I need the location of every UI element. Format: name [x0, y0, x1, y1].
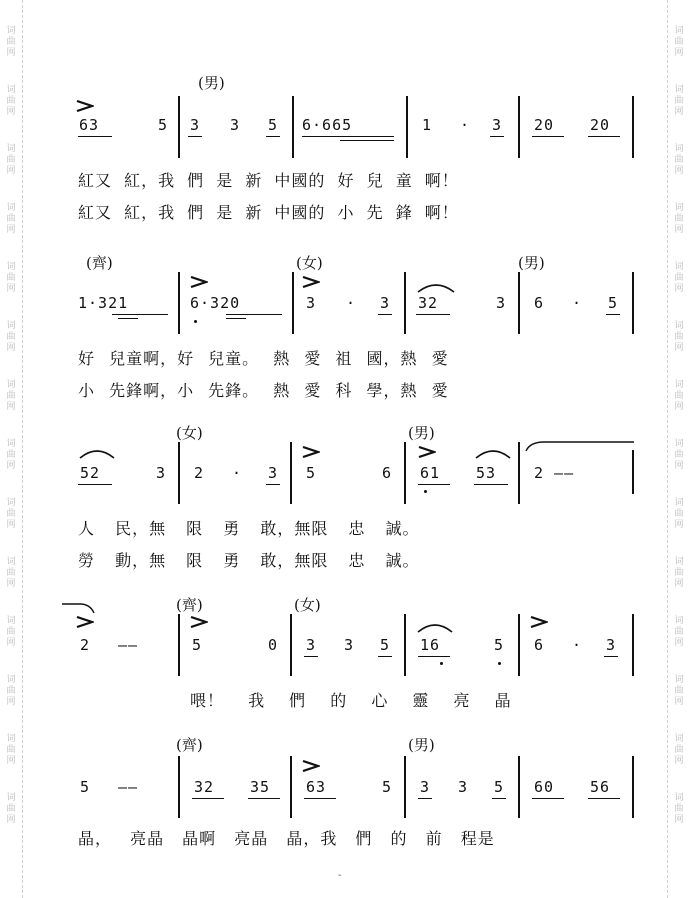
watermark-text: 词曲网 [674, 675, 684, 707]
note: 56 [590, 778, 611, 796]
note: 3 [306, 294, 317, 312]
underline [606, 314, 620, 315]
underline [188, 136, 202, 137]
accent-mark [302, 276, 320, 288]
underline [304, 656, 318, 657]
note: 63 [79, 116, 100, 134]
slur [416, 620, 454, 634]
watermark-text: 词曲网 [6, 262, 16, 294]
left-watermark-strip [0, 0, 23, 898]
note: 5 [494, 636, 505, 654]
note: 3 [230, 116, 241, 134]
note: 52 [80, 464, 101, 482]
note: · [232, 464, 243, 482]
note: 3 [606, 636, 617, 654]
part-label-all: (齊) [176, 736, 203, 754]
watermark-text: 词曲网 [674, 439, 684, 471]
underline [118, 318, 138, 319]
accent-mark [302, 760, 320, 772]
note: 0 [268, 636, 279, 654]
watermark-text: 词曲网 [674, 498, 684, 530]
watermark-text: 词曲网 [6, 793, 16, 825]
tie [60, 602, 96, 614]
note: 6·665 [302, 116, 353, 134]
barline [178, 96, 180, 158]
note: · [572, 294, 583, 312]
barline [518, 96, 520, 158]
right-watermark-strip [667, 0, 690, 898]
underline [490, 136, 504, 137]
underline [340, 140, 394, 141]
watermark-text: 词曲网 [674, 203, 684, 235]
barline [290, 442, 292, 504]
note: 3 [380, 294, 391, 312]
watermark-text: 词曲网 [6, 203, 16, 235]
underline [112, 314, 168, 315]
barline [178, 614, 180, 676]
note: 3 [306, 636, 317, 654]
barline [632, 96, 634, 158]
underline [192, 798, 224, 799]
lyric-line: 人 民，無 限 勇 敢，無限 忠 誠。 [78, 519, 420, 538]
lyric-line: 好 兒童啊，好 兒童。 熱 愛 祖 國，熱 愛 [78, 349, 449, 368]
part-label-male: (男) [408, 424, 435, 442]
note: 6 [534, 636, 545, 654]
note: 16 [420, 636, 441, 654]
watermark-text: 词曲网 [6, 85, 16, 117]
underline [418, 656, 450, 657]
barline [292, 96, 294, 158]
watermark-text: 词曲网 [674, 793, 684, 825]
underline [304, 798, 336, 799]
note: 20 [590, 116, 611, 134]
accent-mark [76, 100, 94, 112]
note: 3 [492, 116, 503, 134]
watermark-text: 词曲网 [674, 144, 684, 176]
barline [406, 96, 408, 158]
barline [518, 442, 520, 504]
part-label-female: (女) [176, 424, 203, 442]
note: 3 [420, 778, 431, 796]
watermark-text: 词曲网 [6, 734, 16, 766]
watermark-text: 词曲网 [674, 26, 684, 58]
watermark-text: 词曲网 [6, 26, 16, 58]
watermark-text: 词曲网 [6, 380, 16, 412]
watermark-text: 词曲网 [6, 616, 16, 648]
barline [404, 272, 406, 334]
underline [378, 656, 392, 657]
note: 2 [80, 636, 91, 654]
watermark-text: 词曲网 [6, 439, 16, 471]
note: 32 [194, 778, 215, 796]
note: 3 [344, 636, 355, 654]
note: 1·321 [78, 294, 129, 312]
note: 53 [476, 464, 497, 482]
underline [532, 798, 564, 799]
barline [518, 756, 520, 818]
watermark-text: 词曲网 [6, 144, 16, 176]
barline [404, 442, 406, 504]
note: · [572, 636, 583, 654]
part-label-male: (男) [198, 74, 225, 92]
watermark-text: 词曲网 [674, 380, 684, 412]
note: 3 [156, 464, 167, 482]
note: 5 [494, 778, 505, 796]
underline [226, 314, 282, 315]
underline [532, 136, 564, 137]
barline [178, 442, 180, 504]
underline [604, 656, 618, 657]
note: 3 [268, 464, 279, 482]
page-mark: - [338, 870, 342, 881]
underline [78, 484, 112, 485]
barline [290, 756, 292, 818]
note: —— [118, 636, 139, 654]
watermark-text: 词曲网 [674, 557, 684, 589]
note: 3 [190, 116, 201, 134]
part-label-male: (男) [518, 254, 545, 272]
slur [78, 446, 116, 460]
barline [178, 272, 180, 334]
note: 3 [458, 778, 469, 796]
lyric-line: 紅又 紅，我 們 是 新 中國的 好 兒 童 啊！ [78, 171, 459, 190]
note: 32 [418, 294, 439, 312]
underline [248, 798, 280, 799]
barline [290, 614, 292, 676]
lyric-line: 小 先鋒啊，小 先鋒。 熱 愛 科 學，熱 愛 [78, 381, 449, 400]
underline [474, 484, 508, 485]
note: 5 [80, 778, 91, 796]
underline [226, 318, 246, 319]
underline [588, 136, 620, 137]
note: 6 [534, 294, 545, 312]
barline [632, 272, 634, 334]
lyric-line: 勞 動，無 限 勇 敢，無限 忠 誠。 [78, 551, 420, 570]
note: 61 [420, 464, 441, 482]
underline [378, 314, 392, 315]
barline [632, 450, 634, 494]
watermark-text: 词曲网 [6, 498, 16, 530]
accent-mark [76, 616, 94, 628]
barline [632, 756, 634, 818]
note: 5 [382, 778, 393, 796]
note: 1 [422, 116, 433, 134]
note: · [346, 294, 357, 312]
barline [404, 756, 406, 818]
slur [416, 280, 456, 294]
note: · [460, 116, 471, 134]
underline [588, 798, 620, 799]
watermark-text: 词曲网 [674, 85, 684, 117]
watermark-text: 词曲网 [674, 262, 684, 294]
underline [78, 136, 112, 137]
part-label-female: (女) [296, 254, 323, 272]
watermark-text: 词曲网 [6, 321, 16, 353]
lyric-line: 晶， 亮晶 晶啊 亮晶 晶，我 們 的 前 程是 [78, 829, 495, 848]
barline [632, 614, 634, 676]
low-dot [424, 490, 427, 493]
part-label-male: (男) [408, 736, 435, 754]
part-label-all: (齊) [86, 254, 113, 272]
underline [416, 314, 450, 315]
watermark-text: 词曲网 [674, 321, 684, 353]
note: 5 [380, 636, 391, 654]
barline [518, 614, 520, 676]
note: 63 [306, 778, 327, 796]
accent-mark [190, 616, 208, 628]
low-dot [440, 662, 443, 665]
note: 2 [194, 464, 205, 482]
note: 20 [534, 116, 555, 134]
note: 5 [192, 636, 203, 654]
note: 35 [250, 778, 271, 796]
note: 6 [382, 464, 393, 482]
note: 5 [608, 294, 619, 312]
barline [292, 272, 294, 334]
lyric-line: 紅又 紅，我 們 是 新 中國的 小 先 鋒 啊！ [78, 203, 459, 222]
note: 3 [496, 294, 507, 312]
part-label-all: (齊) [176, 596, 203, 614]
accent-mark [418, 446, 436, 458]
tie [524, 440, 636, 452]
underline [418, 798, 432, 799]
note: 6·320 [190, 294, 241, 312]
lyric-line: 喂！ 我 們 的 心 靈 亮 晶 [190, 691, 512, 710]
note: 5 [306, 464, 317, 482]
barline [518, 272, 520, 334]
underline [266, 136, 280, 137]
note: 5 [268, 116, 279, 134]
note: 60 [534, 778, 555, 796]
note: —— [118, 778, 139, 796]
underline [492, 798, 506, 799]
slur [474, 446, 512, 460]
part-label-female: (女) [294, 596, 321, 614]
watermark-text: 词曲网 [674, 616, 684, 648]
underline [418, 484, 450, 485]
accent-mark [530, 616, 548, 628]
low-dot [498, 662, 501, 665]
accent-mark [302, 446, 320, 458]
underline [302, 136, 394, 137]
note: 2 —— [534, 464, 575, 482]
underline [266, 484, 280, 485]
barline [178, 756, 180, 818]
note: 5 [158, 116, 169, 134]
barline [404, 614, 406, 676]
accent-mark [190, 276, 208, 288]
watermark-text: 词曲网 [674, 734, 684, 766]
low-dot [194, 320, 197, 323]
watermark-text: 词曲网 [6, 557, 16, 589]
watermark-text: 词曲网 [6, 675, 16, 707]
